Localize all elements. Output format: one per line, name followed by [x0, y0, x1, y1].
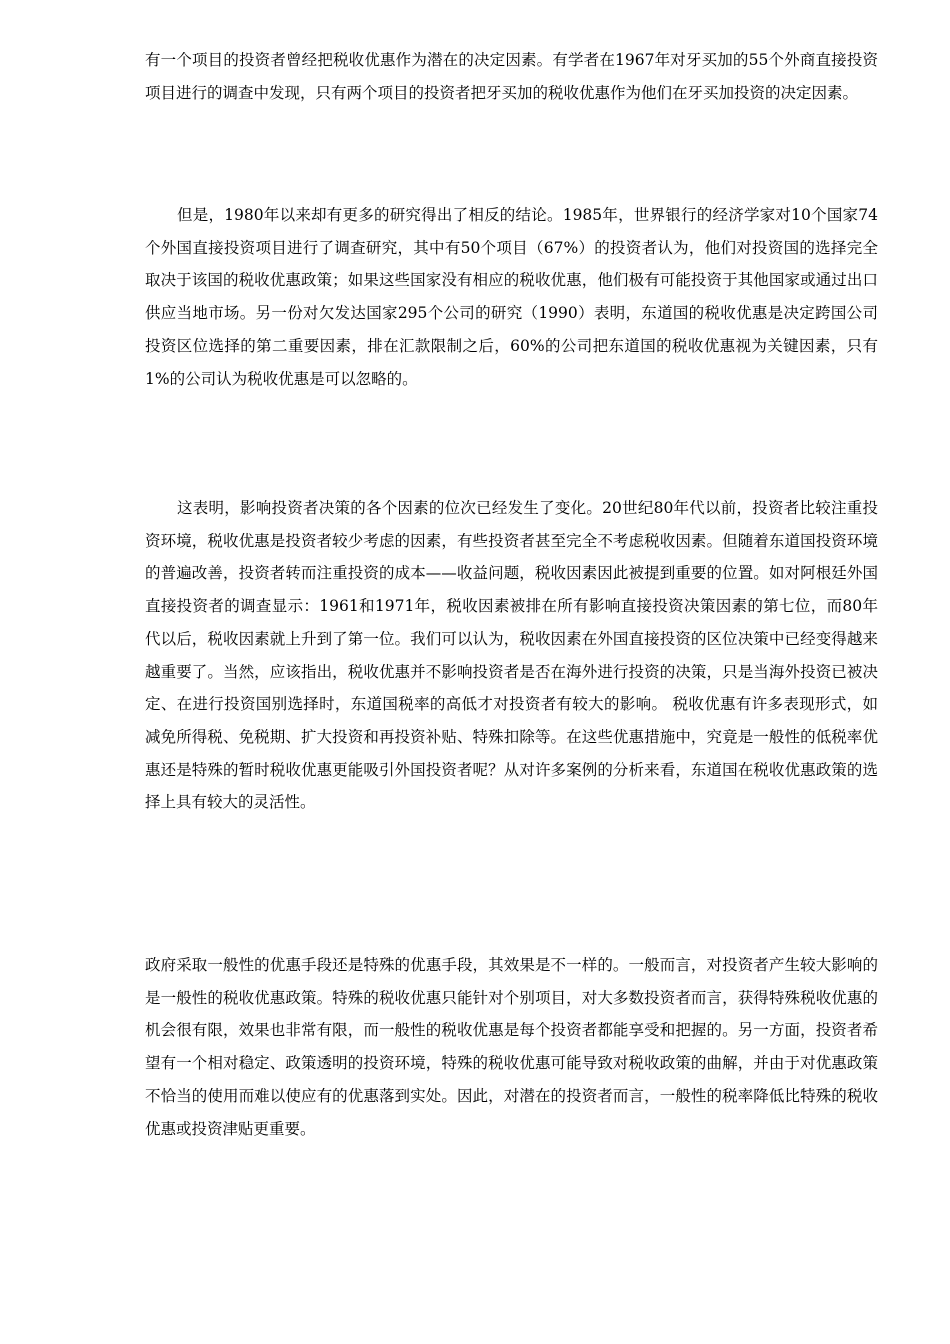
paragraph-2: 但是，1980年以来却有更多的研究得出了相反的结论。1985年，世界银行的经济学家对10个国家74个外国直接投资项目进行了调查研究，其中有50个项目（67%）的投资者认为，他们对投资国的选择完全取决于该国的税收优惠政策；如果这些国家没有相应的税收优惠，他们极有可能投资于其他国家或通过出口供应当地市场。另一份对欠发达国家295个公司的研究（1990）表明，东道国的税收优惠是决定跨国公司投资区位选择的第二重要因素，排在汇款限制之后，60%的公司把东道国的税收优惠视为关键因素，只有1%的公司认为税收优惠是可以忽略的。 — [145, 206, 878, 388]
paragraph-4: 政府采取一般性的优惠手段还是特殊的优惠手段，其效果是不一样的。一般而言，对投资者产生较大影响的是一般性的税收优惠政策。特殊的税收优惠只能针对个别项目，对大多数投资者而言，获得特殊税收优惠的机会很有限，效果也非常有限，而一般性的税收优惠是每个投资者都能享受和把握的。另一方面，投资者希望有一个相对稳定、政策透明的投资环境，特殊的税收优惠可能导致对税收政策的曲解，并由于对优惠政策不恰当的使用而难以使应有的优惠落到实处。因此，对潜在的投资者而言，一般性的税率降低比特殊的税收优惠或投资津贴更重要。 — [145, 956, 878, 1138]
paragraph-1: 有一个项目的投资者曾经把税收优惠作为潜在的决定因素。有学者在1967年对牙买加的55个外商直接投资项目进行的调查中发现，只有两个项目的投资者把牙买加的税收优惠作为他们在牙买加投资的决定因素。 — [145, 51, 878, 102]
paragraph-3: 这表明，影响投资者决策的各个因素的位次已经发生了变化。20世纪80年代以前，投资者比较注重投资环境，税收优惠是投资者较少考虑的因素，有些投资者甚至完全不考虑税收因素。但随着东道国投资环境的普遍改善，投资者转而注重投资的成本——收益问题，税收因素因此被提到重要的位置。如对阿根廷外国直接投资者的调查显示：1961和1971年，税收因素被排在所有影响直接投资决策因素的第七位，而80年代以后，税收因素就上升到了第一位。我们可以认为，税收因素在外国直接投资的区位决策中已经变得越来越重要了。当然，应该指出，税收优惠并不影响投资者是否在海外进行投资的决策，只是当海外投资已被决定、在进行投资国别选择时，东道国税率的高低才对投资者有较大的影响。 税收优惠有许多表现形式，如减免所得税、免税期、扩大投资和再投资补贴、特殊扣除等。在这些优惠措施中，究竟是一般性的低税率优惠还是特殊的暂时税收优惠更能吸引外国投资者呢？从对许多案例的分析来看，东道国在税收优惠政策的选择上具有较大的灵活性。 — [145, 499, 878, 812]
